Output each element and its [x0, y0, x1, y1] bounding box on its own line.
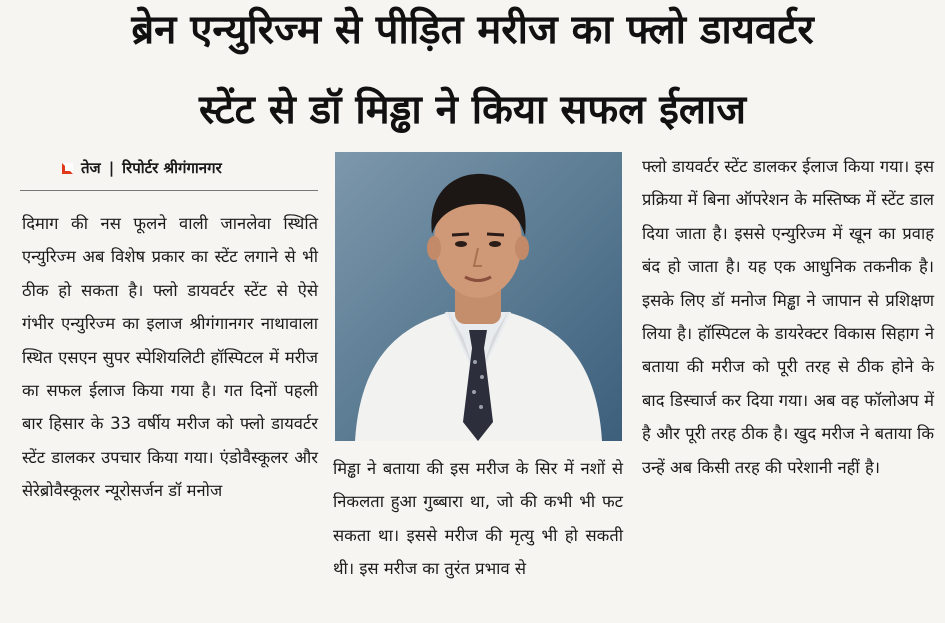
headline-line-1: ब्रेन एन्युरिज्म से पीड़ित मरीज का फ्लो डायवर्टर — [131, 7, 814, 53]
doctor-portrait-photo — [335, 152, 622, 441]
tej-logo-icon — [62, 163, 73, 174]
byline — [62, 158, 222, 178]
article-column-3 — [642, 150, 934, 484]
byline-source: तेज — [81, 159, 101, 177]
article-column-1 — [22, 207, 318, 508]
headline-line-2: स्टेंट से डॉ मिड्ढा ने किया सफल ईलाज — [198, 87, 747, 133]
article-text-column-3: फ्लो डायवर्टर स्टेंट डालकर ईलाज किया गया। इस प्रक्रिया में बिना ऑपरेशन के मस्तिष्क में स्टेंट डाल दिया जाता है। इससे एन्युरिज्म में खून का प्रवाह बंद हो जाता है। यह एक आधुनिक तकनीक है। इसके लिए डॉ मनोज मिड्ढा ने जापान से प्रशिक्षण लिया है। हॉस्पिटल के डायरेक्टर विकास सिहाग ने बताया की मरीज को पूरी तरह से ठीक होने के बाद डिस्चार्ज कर दिया गया। अब वह फॉलोअप में है और पूरी तरह ठीक है। खुद मरीज ने बताया कि उन्हें अब किसी तरह की परेशानी नहीं है। — [642, 157, 934, 477]
byline-reporter: रिपोर्टर श्रीगंगानगर — [122, 159, 222, 177]
article-text-column-1: दिमाग की नस फूलने वाली जानलेवा स्थिति एन्युरिज्म अब विशेष प्रकार का स्टेंट लगाने से भी ठीक हो सकता है। फ्लो डायवर्टर स्टेंट से ऐसे गंभीर एन्युरिज्म का इलाज श्रीगंगानगर नाथावाला स्थित एसएन सुपर स्पेशियलिटी हॉस्पिटल में मरीज का सफल ईलाज किया गया है। गत दिनों पहली बार हिसार के 33 वर्षीय मरीज को फ्लो डायवर्टर स्टेंट डालकर उपचार किया गया। एंडोवैस्कूलर और सेरेब्रोवैस्कूलर न्यूरोसर्जन डॉ मनोज — [22, 214, 318, 501]
doctor-portrait-illustration — [335, 152, 622, 441]
byline-divider — [20, 190, 318, 191]
article-column-2 — [333, 452, 623, 586]
article-text-column-2: मिड्ढा ने बताया की इस मरीज के सिर में नशों से निकलता हुआ गुब्बारा था, जो की कभी भी फट सकता था। इससे मरीज की मृत्यु भी हो सकती थी। इस मरीज का तुरंत प्रभाव से — [333, 459, 623, 579]
byline-separator: | — [108, 159, 115, 177]
